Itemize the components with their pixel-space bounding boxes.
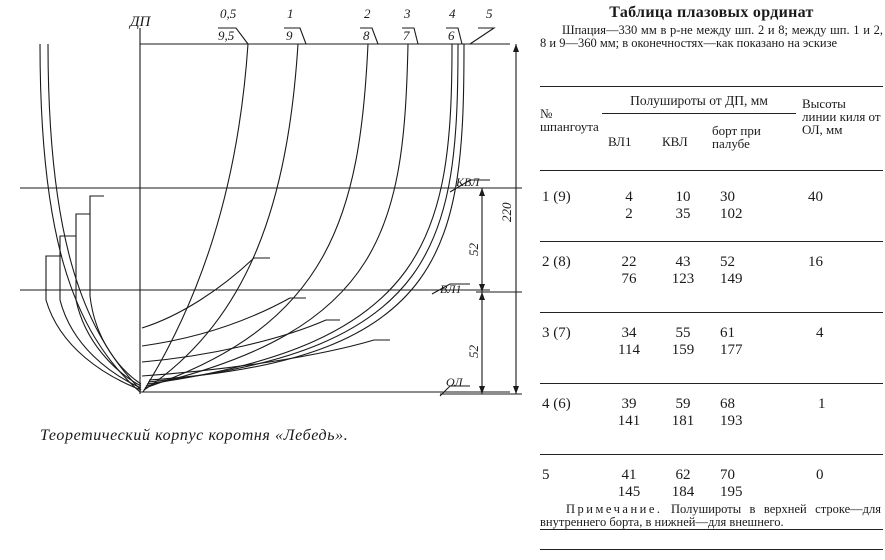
arrow-5 (479, 292, 485, 300)
cell-deck-outer: 149 (720, 271, 743, 287)
inner-frame-2 (76, 214, 141, 386)
table-subtitle: Шпация—330 мм в р-не между шп. 2 и 8; между шп. 1 и 2, 8 и 9—360 мм; в оконечностях—как показано на эскизе (540, 23, 883, 50)
ordinates-table (540, 86, 883, 531)
header-half-breadths: Полушироты от ДП, мм (630, 93, 768, 108)
arrow-4 (479, 284, 485, 292)
leader-5 (470, 28, 494, 44)
station-label-top-4: 4 (449, 6, 456, 21)
cell-deck-inner: 61 (720, 325, 735, 341)
dimension-label-52-upper: 52 (466, 243, 481, 256)
centerline-label: ДП (130, 14, 151, 30)
cell-kvl-inner: 43 (675, 254, 691, 270)
station-curve-0-5 (143, 44, 248, 392)
station-label-bottom-2: 8 (363, 28, 370, 43)
cell-keel: 16 (808, 254, 823, 270)
station-label-bottom-3: 7 (403, 28, 410, 43)
note-label: Примечание. (566, 502, 663, 516)
header-vl1: ВЛ1 (608, 134, 632, 149)
table-end-rule (540, 530, 883, 532)
table-row (540, 384, 883, 455)
station-label-bottom-4: 6 (448, 28, 455, 43)
station-label-top-3: 3 (404, 6, 411, 21)
arrow-1 (513, 44, 519, 52)
station-curve-2 (145, 44, 368, 388)
cell-vl1-inner: 41 (621, 467, 637, 483)
cell-kvl-inner: 55 (675, 325, 691, 341)
cell-frame: 2 (8) (542, 254, 571, 270)
waterline-label-kvl: КВЛ (456, 175, 480, 189)
cell-deck-inner: 68 (720, 396, 735, 412)
cell-kvl-outer: 123 (671, 271, 695, 287)
station-label-top-1: 1 (287, 6, 294, 21)
station-curve-5 (149, 44, 464, 380)
arrow-2 (513, 386, 519, 394)
station-label-top-0: 0,5 (220, 6, 237, 21)
cell-frame: 3 (7) (542, 325, 571, 341)
cell-keel: 40 (808, 189, 823, 205)
end-curve-2 (48, 44, 141, 390)
table-header-row (540, 87, 883, 114)
header-keel: Высоты линии киля от ОЛ, мм (802, 96, 881, 137)
station-curve-3 (146, 44, 408, 386)
station-curve-4-outer (148, 44, 458, 382)
cell-kvl-inner: 62 (675, 467, 691, 483)
cell-vl1-inner: 39 (621, 396, 637, 412)
cell-kvl-outer: 184 (671, 484, 695, 500)
arrow-3 (479, 188, 485, 196)
table-note (540, 503, 881, 529)
inner-frame-3 (60, 236, 141, 388)
waterline-label-vl1: ВЛ1 (440, 282, 462, 296)
hook-1 (142, 258, 270, 328)
station-label-top-2: 2 (364, 6, 371, 21)
cell-kvl-outer: 159 (671, 342, 695, 358)
table-heading-block (540, 4, 883, 50)
cell-keel: 4 (816, 325, 824, 341)
cell-frame: 4 (6) (542, 396, 571, 412)
header-kvl: КВЛ (662, 134, 688, 149)
cell-kvl-inner: 59 (675, 396, 691, 412)
cell-frame: 5 (542, 467, 550, 483)
cell-vl1-outer: 141 (617, 413, 641, 429)
cell-kvl-inner: 10 (675, 189, 691, 205)
body-plan-drawing (0, 0, 535, 420)
cell-kvl-outer: 181 (671, 413, 695, 429)
hook-2 (142, 298, 306, 346)
cell-vl1-outer: 145 (617, 484, 641, 500)
cell-kvl-outer: 35 (675, 206, 691, 222)
station-label-top-5: 5 (486, 6, 493, 21)
dimension-label-220: 220 (499, 202, 514, 222)
cell-deck-outer: 193 (720, 413, 743, 429)
cell-deck-outer: 195 (720, 484, 743, 500)
cell-vl1-outer: 2 (625, 206, 633, 222)
cell-vl1-outer: 114 (618, 342, 640, 358)
bottom-rule (540, 549, 883, 550)
cell-keel: 1 (818, 396, 826, 412)
header-frame-no: № шпангоута (540, 106, 599, 134)
table-row (540, 313, 883, 384)
station-label-bottom-1: 9 (286, 28, 293, 43)
table-row (540, 171, 883, 242)
cell-deck-outer: 177 (720, 342, 743, 358)
table-title: Таблица плазовых ординат (609, 4, 814, 21)
table-row (540, 242, 883, 313)
cell-deck-outer: 102 (720, 206, 743, 222)
cell-vl1-inner: 22 (621, 254, 637, 270)
cell-vl1-inner: 34 (621, 325, 637, 341)
arrow-6 (479, 386, 485, 394)
cell-deck-inner: 70 (720, 467, 735, 483)
waterline-label-ol: ОЛ (446, 375, 463, 389)
dimension-label-52-lower: 52 (466, 345, 481, 358)
cell-deck-inner: 30 (720, 189, 735, 205)
station-label-bottom-0: 9,5 (218, 28, 235, 43)
note-text: Полушироты в верхней строке—для внутреннего борта, в нижней—для внешнего. (540, 502, 882, 529)
header-deck: борт при палубе (712, 123, 761, 151)
cell-vl1-outer: 76 (621, 271, 637, 287)
cell-frame: 1 (9) (542, 189, 571, 205)
cell-deck-inner: 52 (720, 254, 735, 270)
cell-vl1-inner: 4 (625, 189, 633, 205)
cell-keel: 0 (816, 467, 824, 483)
figure-caption: Теоретический корпус коротня «Лебедь». (40, 427, 349, 444)
